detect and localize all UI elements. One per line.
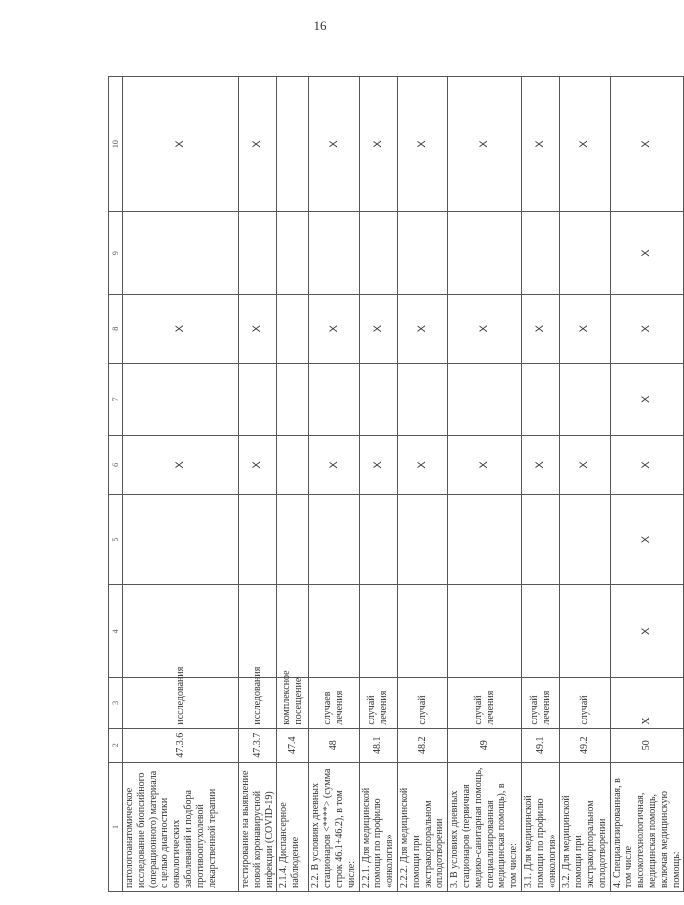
mark-cell (277, 212, 309, 295)
table-row (239, 77, 277, 892)
mark-cell (309, 363, 359, 436)
mark-cell: X (610, 585, 684, 678)
header-cell: 4 (109, 585, 123, 678)
unit-cell: исследования (239, 678, 277, 728)
row-code-cell: 47.4 (277, 728, 309, 762)
table-body (109, 77, 684, 892)
header-cell: 7 (109, 363, 123, 436)
header-cell: 9 (109, 212, 123, 295)
mark-cell (359, 212, 397, 295)
mark-cell (277, 77, 309, 212)
mark-cell: X (397, 436, 447, 495)
mark-cell (239, 363, 277, 436)
mark-cell (448, 363, 522, 436)
row-code-cell: 49.2 (560, 728, 610, 762)
mark-cell (448, 212, 522, 295)
unit-cell: случай (397, 678, 447, 728)
unit-cell: комплексное посещение (277, 678, 309, 728)
mark-cell: X (239, 77, 277, 212)
mark-cell (123, 494, 239, 585)
table-row (560, 77, 610, 892)
mark-cell (359, 494, 397, 585)
mark-cell (448, 585, 522, 678)
unit-cell: случаев лечения (309, 678, 359, 728)
row-name-cell: 4. Специализированная, в том числе высокотехнологичная, медицинская помощь, включая медицинскую помощь: (610, 762, 684, 891)
rotated-table-container (108, 76, 682, 892)
mark-cell (448, 494, 522, 585)
mark-cell: X (309, 436, 359, 495)
mark-cell (239, 212, 277, 295)
mark-cell (239, 585, 277, 678)
unit-cell: X (610, 678, 684, 728)
mark-cell: X (560, 294, 610, 363)
header-cell: 6 (109, 436, 123, 495)
table-row (309, 77, 359, 892)
mark-cell: X (448, 294, 522, 363)
header-cell: 8 (109, 294, 123, 363)
mark-cell: X (610, 363, 684, 436)
table-row (448, 77, 522, 892)
column-number-row (109, 77, 123, 892)
table-row (610, 77, 684, 892)
mark-cell (521, 212, 559, 295)
mark-cell (560, 585, 610, 678)
mark-cell: X (359, 294, 397, 363)
mark-cell: X (123, 436, 239, 495)
unit-cell: исследования (123, 678, 239, 728)
mark-cell (521, 585, 559, 678)
mark-cell: X (521, 294, 559, 363)
unit-cell: случай лечения (521, 678, 559, 728)
row-code-cell: 48 (309, 728, 359, 762)
header-cell: 10 (109, 77, 123, 212)
mark-cell: X (521, 436, 559, 495)
mark-cell (123, 585, 239, 678)
row-name-cell: 2.1.4. Диспансерное наблюдение (277, 762, 309, 891)
mark-cell (521, 494, 559, 585)
table-row (277, 77, 309, 892)
mark-cell: X (123, 294, 239, 363)
row-code-cell: 49 (448, 728, 522, 762)
mark-cell (359, 363, 397, 436)
mark-cell: X (397, 77, 447, 212)
mark-cell (277, 436, 309, 495)
row-name-cell: патологоанатомическое исследование биопсийного (операционного) материала с целью диагностики онкологических заболеваний и подбора противоопухолевой лекарственной терапии (123, 762, 239, 891)
mark-cell: X (359, 436, 397, 495)
unit-cell: случай лечения (359, 678, 397, 728)
mark-cell (123, 363, 239, 436)
mark-cell: X (610, 212, 684, 295)
mark-cell: X (239, 436, 277, 495)
mark-cell (277, 494, 309, 585)
mark-cell (397, 494, 447, 585)
tariff-table (108, 76, 684, 892)
row-name-cell: 3.2. Для медицинской помощи при экстракорпоральном оплодотворении (560, 762, 610, 891)
mark-cell (560, 363, 610, 436)
table-row (397, 77, 447, 892)
mark-cell: X (610, 77, 684, 212)
mark-cell (309, 585, 359, 678)
mark-cell (397, 585, 447, 678)
mark-cell (521, 363, 559, 436)
mark-cell: X (239, 294, 277, 363)
table-row (359, 77, 397, 892)
mark-cell: X (309, 77, 359, 212)
mark-cell (277, 585, 309, 678)
row-code-cell: 49.1 (521, 728, 559, 762)
mark-cell: X (610, 494, 684, 585)
row-code-cell: 48.2 (397, 728, 447, 762)
mark-cell (309, 494, 359, 585)
mark-cell (397, 363, 447, 436)
mark-cell: X (560, 77, 610, 212)
row-name-cell: 2.2. В условиях дневных стационаров <****> (сумма строк 46.1+46.2), в том числе: (309, 762, 359, 891)
mark-cell: X (448, 77, 522, 212)
page-number: 16 (313, 18, 327, 33)
row-name-cell: тестирование на выявление новой коронавирусной инфекции (COVID-19) (239, 762, 277, 891)
row-code-cell: 48.1 (359, 728, 397, 762)
row-name-cell: 2.2.2. Для медицинской помощи при экстракорпоральном оплодотворении (397, 762, 447, 891)
mark-cell (560, 212, 610, 295)
mark-cell (277, 363, 309, 436)
unit-cell: случай (560, 678, 610, 728)
row-code-cell: 47.3.6 (123, 728, 239, 762)
mark-cell: X (610, 294, 684, 363)
mark-cell: X (560, 436, 610, 495)
mark-cell: X (521, 77, 559, 212)
header-cell: 3 (109, 678, 123, 728)
header-cell: 5 (109, 494, 123, 585)
mark-cell: X (610, 436, 684, 495)
unit-cell: случай лечения (448, 678, 522, 728)
mark-cell (397, 212, 447, 295)
table-row (521, 77, 559, 892)
mark-cell: X (448, 436, 522, 495)
row-code-cell: 47.3.7 (239, 728, 277, 762)
mark-cell: X (123, 77, 239, 212)
row-code-cell: 50 (610, 728, 684, 762)
mark-cell (123, 212, 239, 295)
row-name-cell: 2.2.1. Для медицинской помощи по профилю «онкология» (359, 762, 397, 891)
mark-cell (277, 294, 309, 363)
header-cell: 1 (109, 762, 123, 891)
row-name-cell: 3.1. Для медицинской помощи по профилю «онкология» (521, 762, 559, 891)
mark-cell: X (309, 294, 359, 363)
mark-cell: X (359, 77, 397, 212)
table-row (123, 77, 239, 892)
mark-cell (560, 494, 610, 585)
header-cell: 2 (109, 728, 123, 762)
mark-cell (239, 494, 277, 585)
mark-cell: X (397, 294, 447, 363)
row-name-cell: 3. В условиях дневных стационаров (первичная медико-санитарная помощь, специализированная медицинская помощь), в том числе: (448, 762, 522, 891)
mark-cell (309, 212, 359, 295)
mark-cell (359, 585, 397, 678)
